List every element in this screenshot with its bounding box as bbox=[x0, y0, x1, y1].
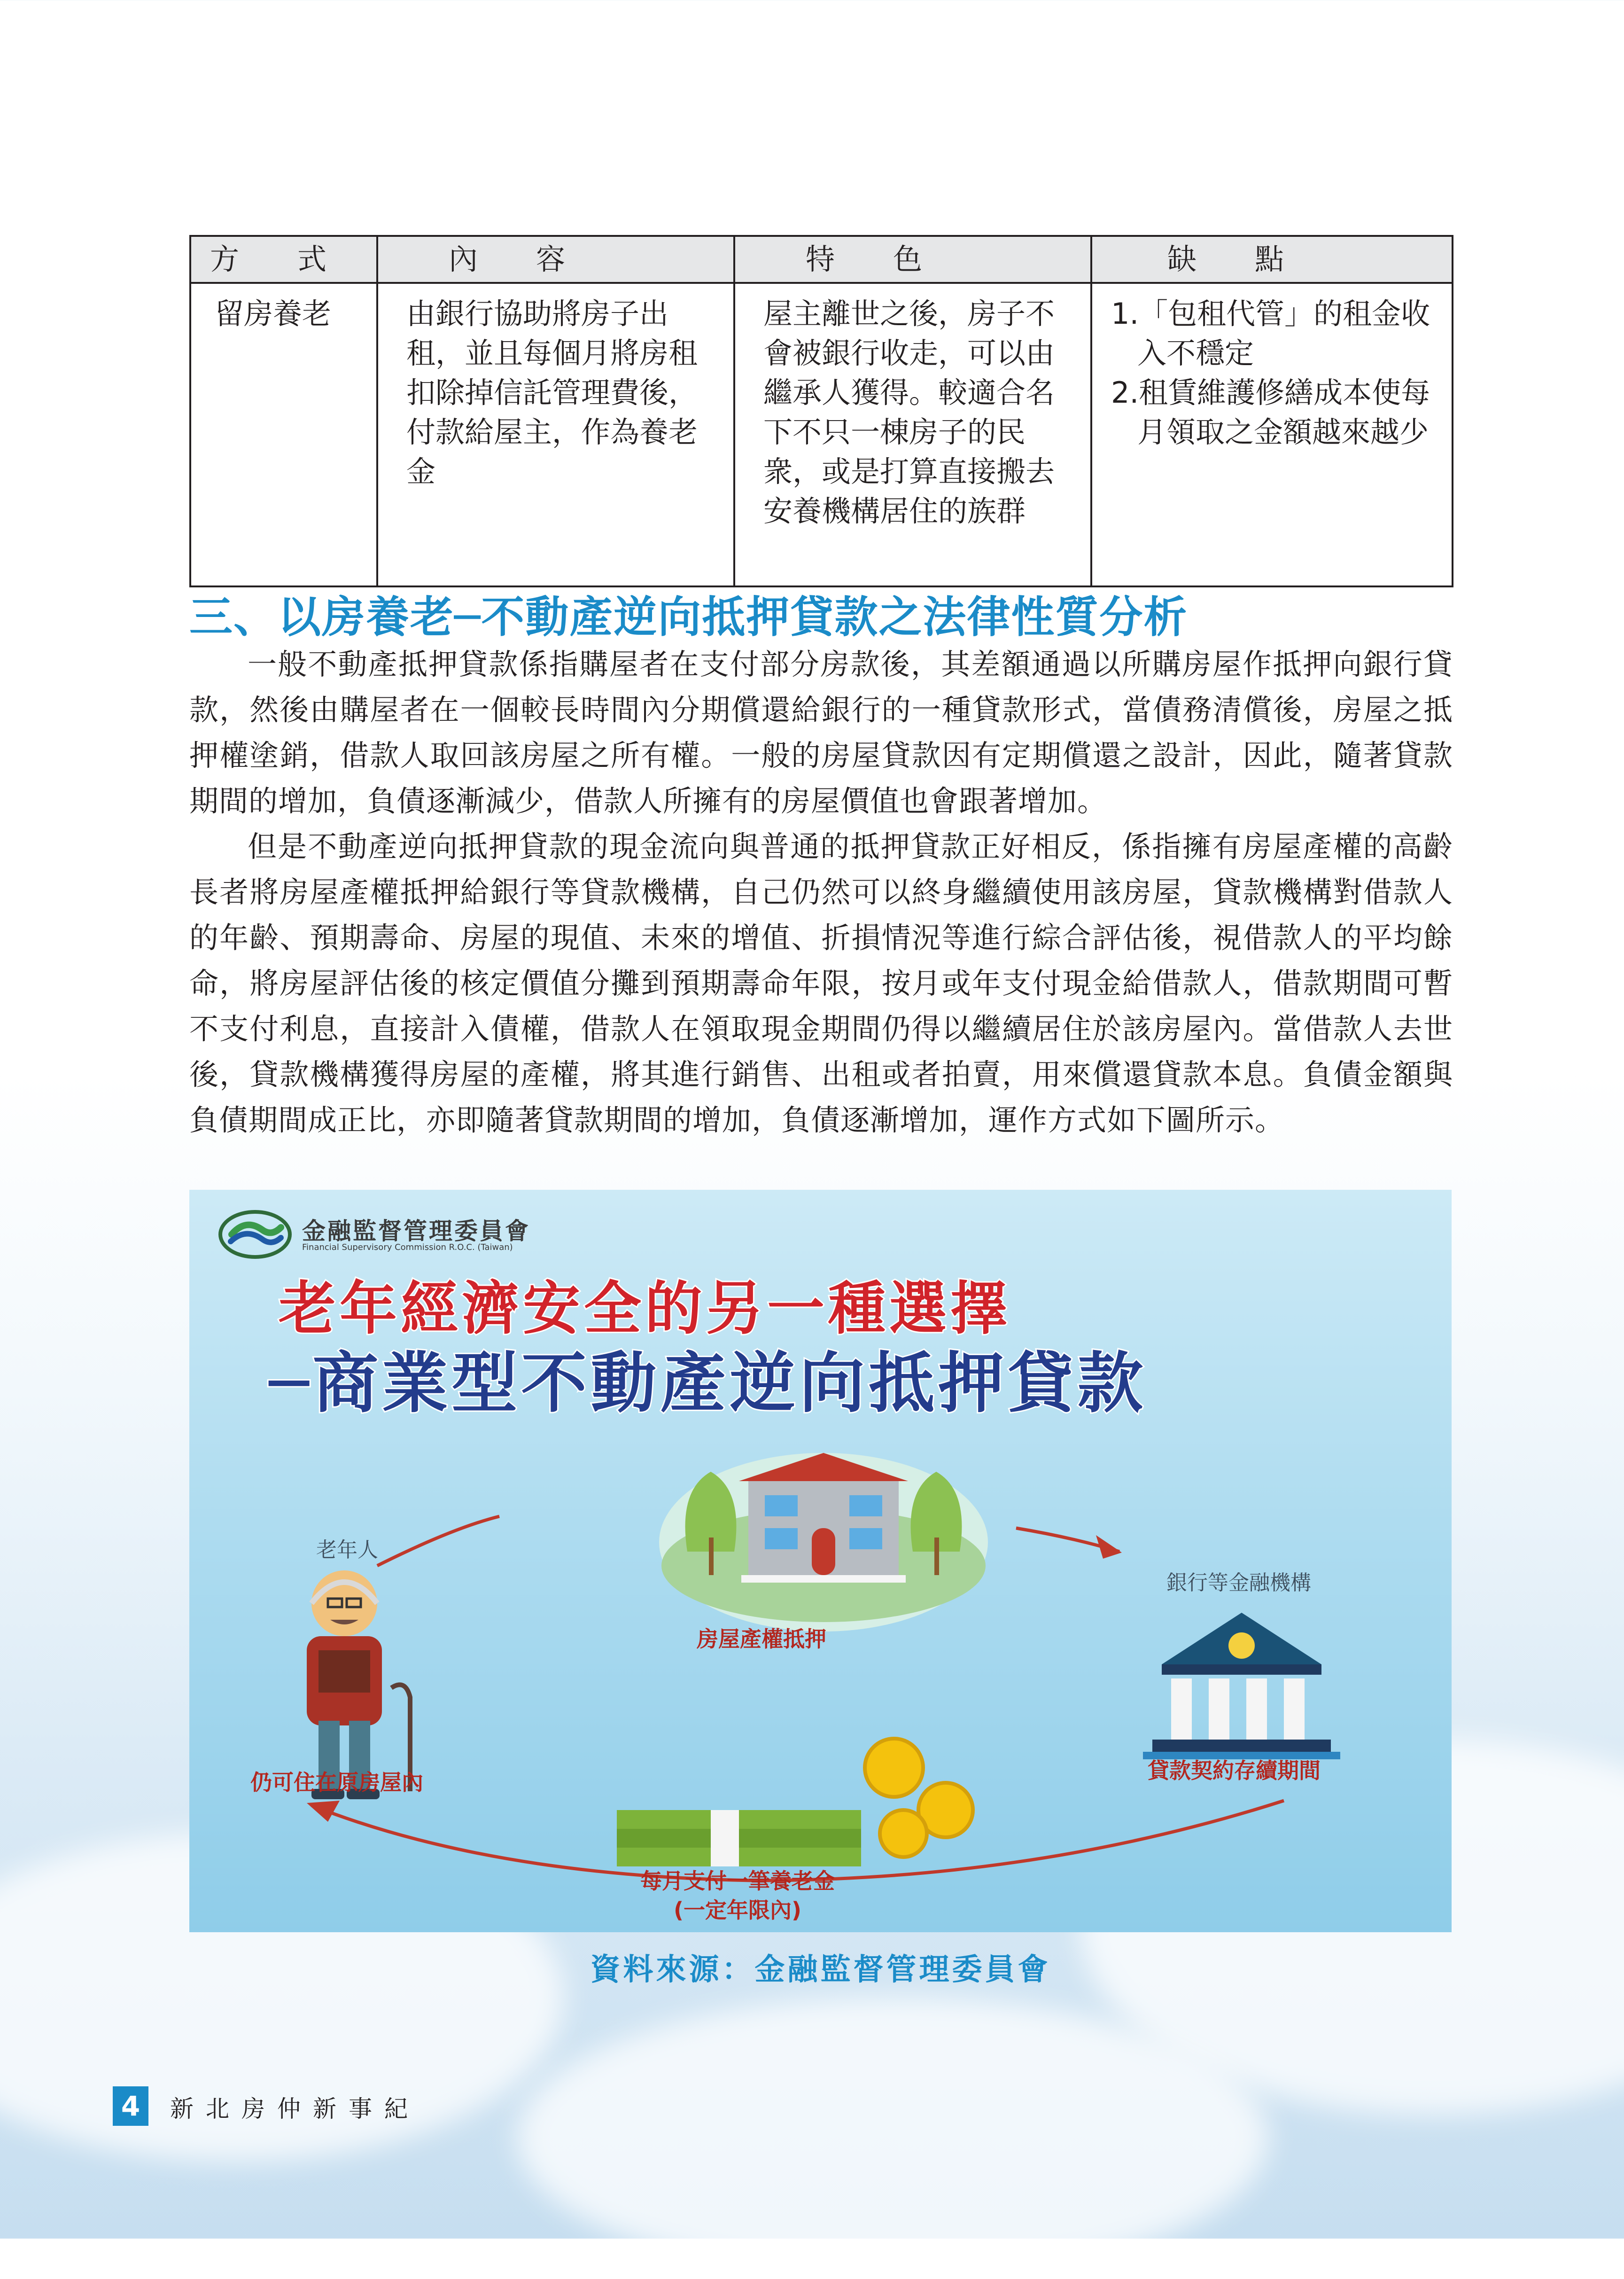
elder-person-icon bbox=[307, 1570, 410, 1799]
reverse-mortgage-infographic bbox=[189, 1190, 1452, 1932]
cell-method: 留房養老 bbox=[190, 283, 377, 586]
org-name-en: Financial Supervisory Commission R.O.C. (Taiwan) bbox=[302, 1242, 513, 1252]
comparison-table bbox=[189, 235, 1453, 587]
bank-icon bbox=[1143, 1613, 1340, 1759]
money-icon bbox=[617, 1739, 973, 1866]
org-name: 金融監督管理委員會 bbox=[302, 1218, 530, 1245]
infographic-title-line2: ─商業型不動產逆向抵押貸款 bbox=[269, 1345, 1147, 1422]
cell-feature: 屋主離世之後，房子不會被銀行收走，可以由繼承人獲得。較適合名下不只一棟房子的民衆，或是打算直接搬去安養機構居住的族群 bbox=[734, 283, 1091, 586]
header-content: 內 容 bbox=[377, 236, 734, 283]
label-contract-period: 貸款契約存續期間 bbox=[1148, 1758, 1321, 1783]
drawback-item: 1.「包租代管」的租金收入不穩定 bbox=[1111, 297, 1430, 370]
cell-drawbacks bbox=[1091, 283, 1453, 586]
label-house-mortgage: 房屋產權抵押 bbox=[697, 1626, 826, 1652]
label-elder: 老年人 bbox=[316, 1538, 378, 1562]
infographic-illustration bbox=[189, 1190, 1452, 1932]
paragraph: 但是不動產逆向抵押貸款的現金流向與普通的抵押貸款正好相反，係指擁有房屋產權的高齡長者將房屋產權抵押給銀行等貸款機構，自己仍然可以終身繼續使用該房屋，貸款機構對借款人的年齡、預期壽命、房屋的現值、未來的增值、折損情況等進行綜合評估後，視借款人的平均餘命，將房屋評估後的核定價值分攤到預期壽命年限，按月或年支付現金給借款人，借款期間可暫不支付利息，直接計入債權，借款人在領取現金期間仍得以繼續居住於該房屋內。當借款人去世後，貸款機構獲得房屋的產權，將其進行銷售、出租或者拍賣，用來償還貸款本息。負債金額與負債期間成正比，亦即隨著貸款期間的增加，負債逐漸增加，運作方式如下圖所示。 bbox=[189, 829, 1453, 1137]
arrow-elder-to-house bbox=[377, 1516, 499, 1566]
header-drawbacks: 缺 點 bbox=[1091, 236, 1453, 283]
infographic-title-line1: 老年經濟安全的另一種選擇 bbox=[279, 1275, 1011, 1342]
cloud-decoration bbox=[517, 1997, 1268, 2279]
header-feature: 特 色 bbox=[734, 236, 1091, 283]
drawback-item: 2.租賃維護修繕成本使每月領取之金額越來越少 bbox=[1111, 375, 1430, 449]
paragraph: 一般不動產抵押貸款係指購屋者在支付部分房款後，其差額通過以所購房屋作抵押向銀行貸款，然後由購屋者在一個較長時間內分期償還給銀行的一種貸款形式，當債務清償後，房屋之抵押權塗銷，借款人取回該房屋之所有權。一般的房屋貸款因有定期償還之設計，因此，隨著貸款期間的增加，負債逐漸減少，借款人所擁有的房屋價值也會跟著增加。 bbox=[189, 647, 1453, 818]
table-header-row bbox=[190, 236, 1453, 283]
table-row bbox=[190, 283, 1453, 586]
label-bank: 銀行等金融機構 bbox=[1166, 1571, 1311, 1595]
page-number: 4 bbox=[113, 2086, 148, 2126]
section-heading: 三、以房養老─不動產逆向抵押貸款之法律性質分析 bbox=[189, 592, 1188, 642]
figure-caption: 資料來源：金融監督管理委員會 bbox=[590, 1952, 1051, 1987]
label-stay-in-house: 仍可住在原房屋內 bbox=[250, 1770, 423, 1795]
header-method: 方 式 bbox=[190, 236, 377, 283]
magazine-title: 新北房仲新事紀 bbox=[170, 2095, 420, 2123]
drawbacks-list bbox=[1111, 294, 1438, 452]
house-icon bbox=[659, 1453, 988, 1631]
label-monthly-pension: 每月支付一筆養老金 (一定年限內) bbox=[640, 1868, 835, 1923]
body-text bbox=[189, 641, 1453, 1143]
cell-content: 由銀行協助將房子出租，並且每個月將房租扣除掉信託管理費後，付款給屋主，作為養老金 bbox=[377, 283, 734, 586]
